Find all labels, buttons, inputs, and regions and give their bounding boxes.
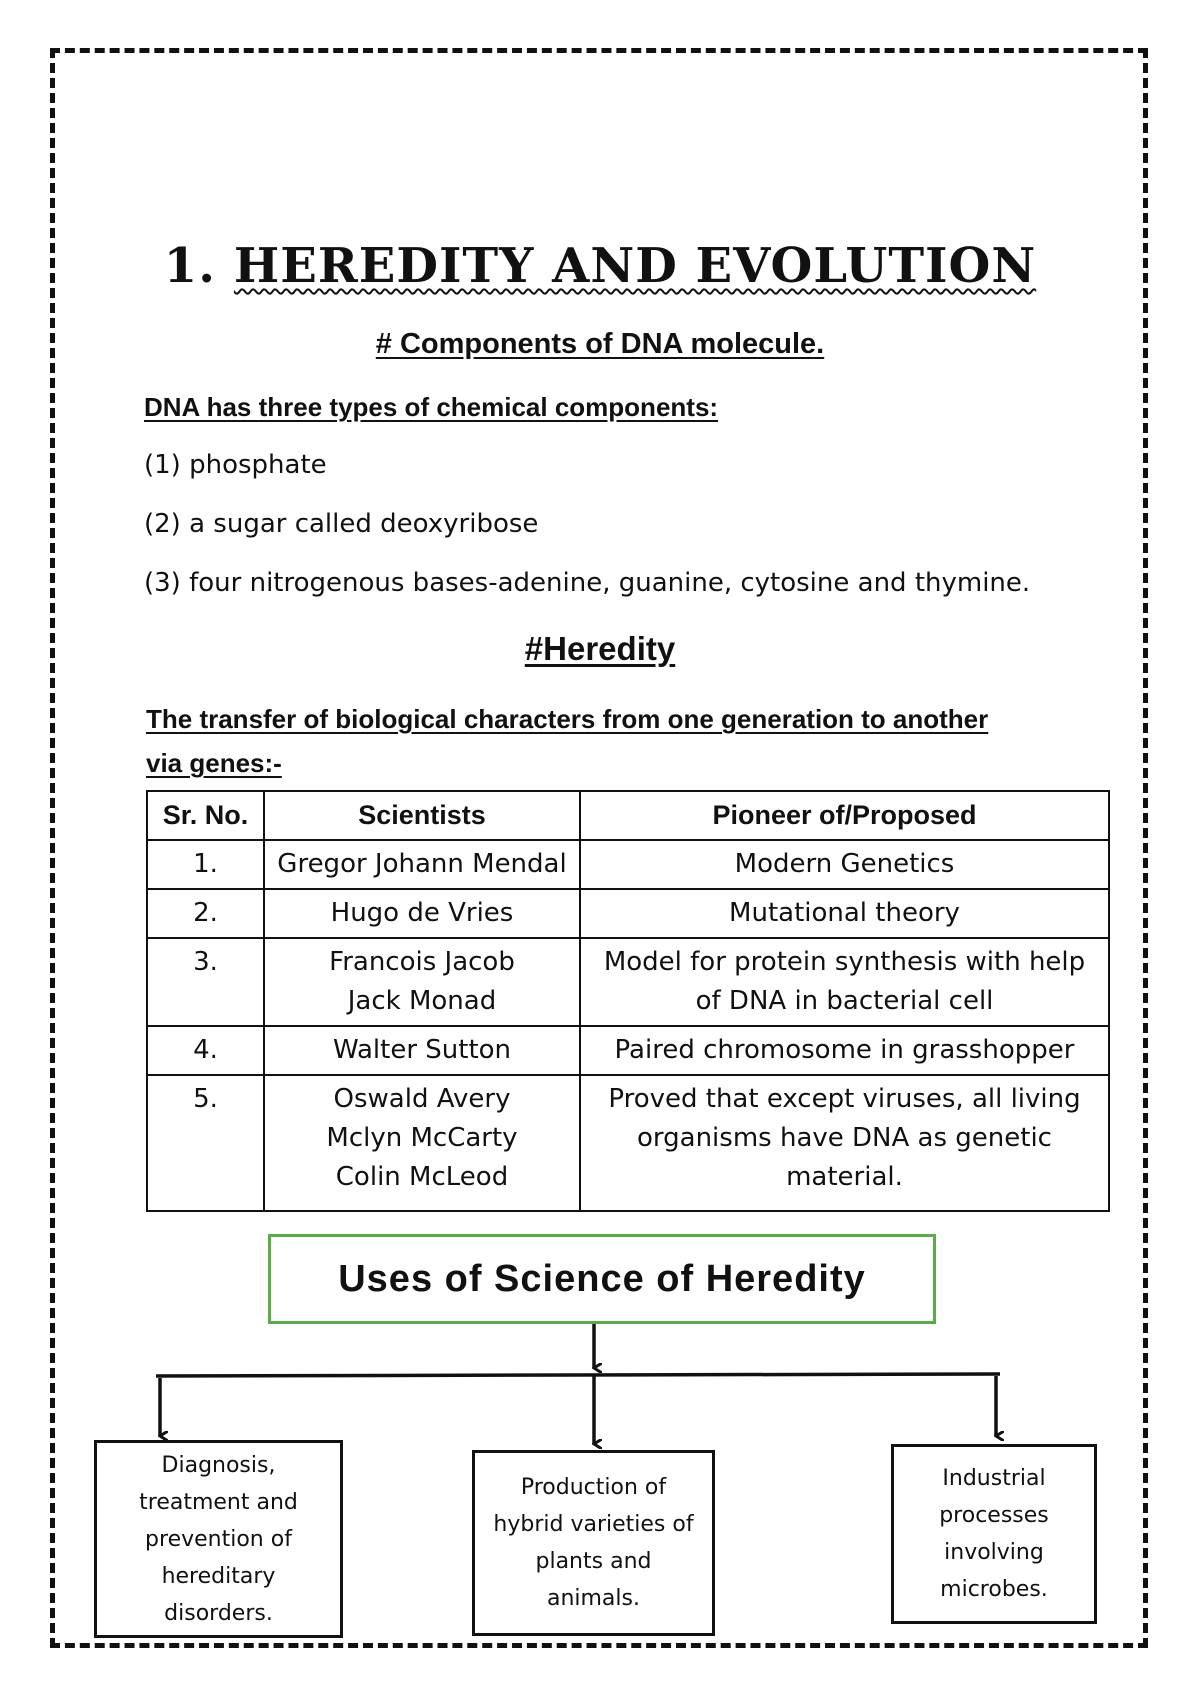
box-line: Production of [520,1475,667,1500]
cell-sr: 2. [147,889,264,938]
box-line: animals. [546,1586,640,1611]
cell-sr: 4. [147,1026,264,1075]
scientist-name: Gregor Johann Mendal [277,849,567,879]
box-line: Diagnosis, [161,1452,276,1478]
component-item-3: (3) four nitrogenous bases-adenine, guanine, cytosine and thymine. [144,568,1031,598]
uses-title: Uses of Science of Heredity [338,1257,866,1300]
cell-contribution: Proved that except viruses, all living organisms have DNA as genetic material. [580,1075,1109,1211]
box-line: plants and [535,1549,652,1574]
title-text: HEREDITY AND EVOLUTION [233,238,1037,294]
heredity-heading: #Heredity [524,630,676,667]
use-box-hybrid-varieties [472,1450,715,1636]
scientist-name: Jack Monad [347,986,497,1016]
scientist-name: Mclyn McCarty [326,1123,518,1153]
title-number: 1. [163,238,216,294]
box-line: prevention of [145,1526,292,1552]
header-pioneer: Pioneer of/Proposed [580,791,1109,840]
box-line: treatment and [139,1489,298,1515]
box-line: Industrial [942,1466,1046,1491]
cell-contribution: Model for protein synthesis with help of DNA in bacterial cell [580,938,1109,1026]
box-line: processes [939,1503,1049,1528]
connector-horizontal [156,1374,1000,1376]
use-box-industrial [891,1444,1097,1624]
header-scientists: Scientists [264,791,580,840]
scientist-name: Francois Jacob [329,947,515,977]
scientist-name: Oswald Avery [333,1084,511,1114]
cell-contribution: Modern Genetics [580,840,1109,889]
cell-sr: 3. [147,938,264,1026]
cell-sr: 5. [147,1075,264,1211]
components-heading: # Components of DNA molecule. [375,328,825,360]
scientist-name: Hugo de Vries [330,898,514,928]
box-line: hybrid varieties of [493,1512,694,1537]
scientist-name: Colin McLeod [335,1162,509,1192]
header-sr-no: Sr. No. [147,791,264,840]
use-box-diagnosis [94,1440,343,1638]
scientist-name: Walter Sutton [332,1035,512,1065]
component-item-2: (2) a sugar called deoxyribose [144,509,539,539]
components-intro: DNA has three types of chemical components: [144,392,719,422]
cell-contribution: Paired chromosome in grasshopper [580,1026,1109,1075]
heredity-definition: The transfer of biological characters from one generation to another via genes:- [146,704,989,778]
box-line: disorders. [164,1600,273,1626]
box-line: microbes. [940,1577,1048,1602]
cell-sr: 1. [147,840,264,889]
cell-contribution: Mutational theory [580,889,1109,938]
component-item-1: (1) phosphate [144,450,327,480]
box-line: hereditary [161,1563,276,1589]
box-line: involving [944,1540,1044,1565]
